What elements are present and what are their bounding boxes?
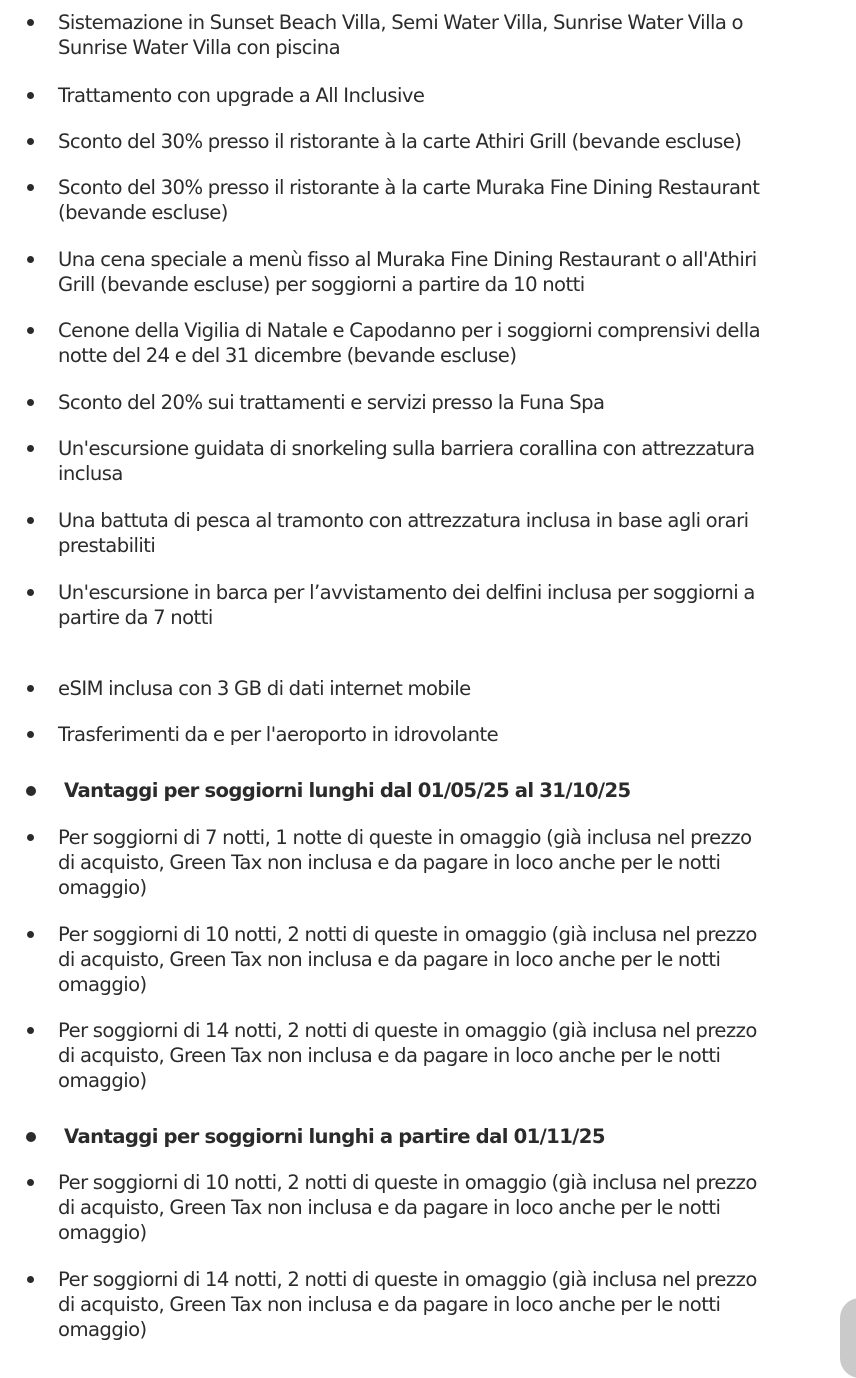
list-item-line: Una cena speciale a menù fisso al Muraka Fine Dining Restaurant o all'Athiri bbox=[58, 248, 757, 271]
list-item-line: Trasferimenti da e per l'aeroporto in idrovolante bbox=[58, 723, 499, 746]
list-item-text bbox=[58, 825, 854, 900]
list-item-text bbox=[58, 580, 854, 630]
floating-scroll-button[interactable] bbox=[840, 1298, 856, 1378]
list-item-text bbox=[58, 436, 854, 486]
list-item-line: omaggio) bbox=[58, 876, 147, 899]
bullet-icon bbox=[27, 19, 34, 26]
list-item-text bbox=[58, 247, 854, 297]
bullet-icon bbox=[27, 931, 34, 938]
list-item-line: di acquisto, Green Tax non inclusa e da pagare in loco anche per le notti bbox=[58, 1293, 721, 1316]
section-heading-line: Vantaggi per soggiorni lunghi dal 01/05/25 al 31/10/25 bbox=[64, 779, 631, 802]
list-item-line: di acquisto, Green Tax non inclusa e da pagare in loco anche per le notti bbox=[58, 1196, 721, 1219]
bullet-icon bbox=[26, 786, 36, 796]
list-item-line: Per soggiorni di 14 notti, 2 notti di queste in omaggio (già inclusa nel prezzo bbox=[58, 1268, 757, 1291]
bullet-icon bbox=[27, 1179, 34, 1186]
section-heading-text bbox=[64, 778, 856, 803]
bullet-icon bbox=[27, 834, 34, 841]
list-item-line: partire da 7 notti bbox=[58, 606, 213, 629]
list-item-line: Grill (bevande escluse) per soggiorni a partire da 10 notti bbox=[58, 273, 585, 296]
bullet-icon bbox=[27, 399, 34, 406]
list-item-line: Una battuta di pesca al tramonto con attrezzatura inclusa in base agli orari bbox=[58, 509, 749, 532]
list-item-line: di acquisto, Green Tax non inclusa e da pagare in loco anche per le notti bbox=[58, 851, 721, 874]
list-item-line: Un'escursione guidata di snorkeling sulla barriera corallina con attrezzatura bbox=[58, 437, 755, 460]
list-item-line: Sconto del 30% presso il ristorante à la carte Athiri Grill (bevande escluse) bbox=[58, 130, 742, 153]
list-item-text bbox=[58, 1170, 854, 1245]
list-item-line: omaggio) bbox=[58, 973, 147, 996]
list-item-line: di acquisto, Green Tax non inclusa e da pagare in loco anche per le notti bbox=[58, 1044, 721, 1067]
list-item-text bbox=[58, 922, 854, 997]
list-item-line: Per soggiorni di 10 notti, 2 notti di queste in omaggio (già inclusa nel prezzo bbox=[58, 1171, 757, 1194]
list-item-line: Cenone della Vigilia di Natale e Capodanno per i soggiorni comprensivi della bbox=[58, 319, 761, 342]
list-item-text bbox=[58, 129, 854, 154]
bullet-icon bbox=[27, 1276, 34, 1283]
bullet-icon bbox=[27, 256, 34, 263]
bullet-icon bbox=[27, 517, 34, 524]
list-item-line: prestabiliti bbox=[58, 534, 156, 557]
list-item-line: Sunrise Water Villa con piscina bbox=[58, 36, 341, 59]
list-item-text bbox=[58, 83, 854, 108]
list-item-text bbox=[58, 1267, 854, 1342]
list-item-line: (bevande escluse) bbox=[58, 201, 228, 224]
list-item-text bbox=[58, 175, 854, 225]
list-item-text bbox=[58, 676, 854, 701]
bullet-icon bbox=[27, 327, 34, 334]
list-item-line: Per soggiorni di 7 notti, 1 notte di queste in omaggio (già inclusa nel prezzo bbox=[58, 826, 752, 849]
list-item-line: Per soggiorni di 10 notti, 2 notti di queste in omaggio (già inclusa nel prezzo bbox=[58, 923, 757, 946]
list-item-line: di acquisto, Green Tax non inclusa e da pagare in loco anche per le notti bbox=[58, 948, 721, 971]
bullet-icon bbox=[27, 685, 34, 692]
list-item-text bbox=[58, 1018, 854, 1093]
list-item-text bbox=[58, 10, 854, 60]
list-item-line: Trattamento con upgrade a All Inclusive bbox=[58, 84, 425, 107]
list-item-text bbox=[58, 390, 854, 415]
bullet-icon bbox=[26, 1132, 36, 1142]
list-item-line: notte del 24 e del 31 dicembre (bevande escluse) bbox=[58, 344, 517, 367]
bullet-icon bbox=[27, 589, 34, 596]
list-item-line: inclusa bbox=[58, 462, 123, 485]
list-item-line: Un'escursione in barca per l’avvistamento dei delfini inclusa per soggiorni a bbox=[58, 581, 755, 604]
list-item-text bbox=[58, 318, 854, 368]
list-item-line: Per soggiorni di 14 notti, 2 notti di queste in omaggio (già inclusa nel prezzo bbox=[58, 1019, 757, 1042]
bullet-icon bbox=[27, 1027, 34, 1034]
list-item-line: Sconto del 20% sui trattamenti e servizi presso la Funa Spa bbox=[58, 391, 605, 414]
bullet-icon bbox=[27, 92, 34, 99]
bullet-icon bbox=[27, 731, 34, 738]
bullet-icon bbox=[27, 138, 34, 145]
list-item-text bbox=[58, 508, 854, 558]
section-heading-line: Vantaggi per soggiorni lunghi a partire dal 01/11/25 bbox=[64, 1125, 605, 1148]
section-heading-text bbox=[64, 1124, 856, 1149]
list-item-line: eSIM inclusa con 3 GB di dati internet mobile bbox=[58, 677, 471, 700]
bullet-icon bbox=[27, 184, 34, 191]
list-item-line: omaggio) bbox=[58, 1069, 147, 1092]
list-item-line: omaggio) bbox=[58, 1221, 147, 1244]
list-item-line: Sconto del 30% presso il ristorante à la carte Muraka Fine Dining Restaurant bbox=[58, 176, 760, 199]
list-item-text bbox=[58, 722, 854, 747]
list-item-line: Sistemazione in Sunset Beach Villa, Semi Water Villa, Sunrise Water Villa o bbox=[58, 11, 743, 34]
list-item-line: omaggio) bbox=[58, 1318, 147, 1341]
bullet-icon bbox=[27, 445, 34, 452]
